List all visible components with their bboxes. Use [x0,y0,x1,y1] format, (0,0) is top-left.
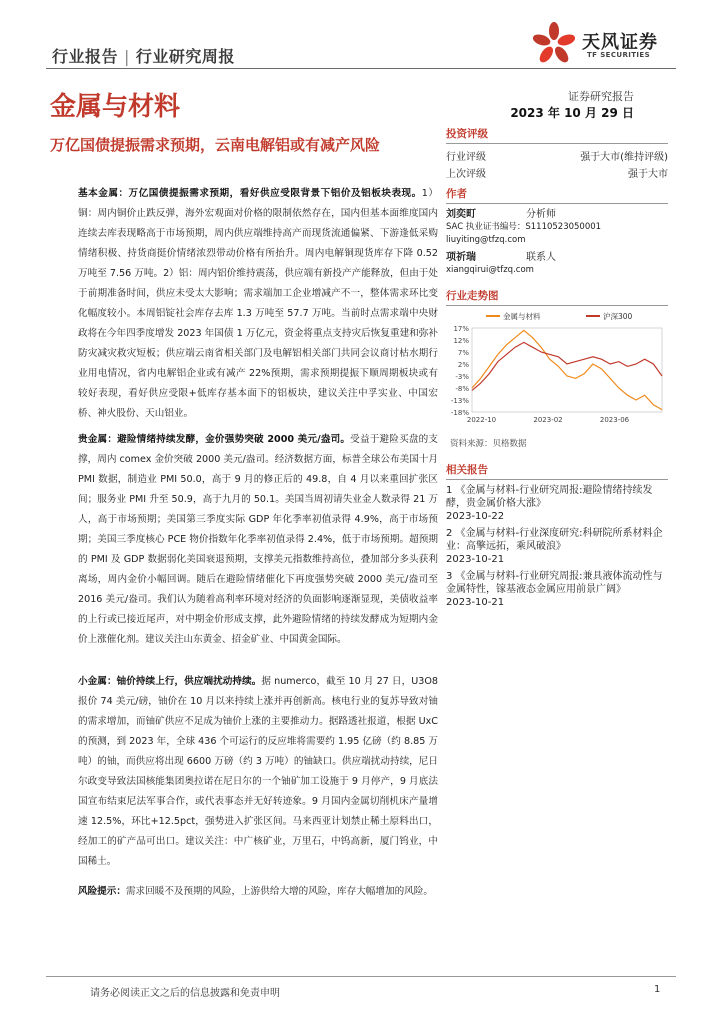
precious-metal-section [78,430,438,650]
related-date: 2023-10-21 [446,554,505,565]
related-title[interactable]: 2 《金属与材料-行业深度研究:科研院所系材料企业：高擎远拓，乘风破浪》 [446,528,663,552]
risk-section [78,882,438,902]
author-name: 项祈瑞 [446,252,476,263]
chart-source: 资料来源：贝格数据 [450,439,527,449]
minor-metal-section [78,672,438,872]
rating-block [446,126,668,180]
trend-chart [446,306,668,436]
author-cert: SAC 执业证书编号：S1110523050001 [446,222,602,232]
author-name: 刘奕町 [446,209,476,220]
sector-title: 金属与材料 [50,92,181,122]
related-title[interactable]: 1 《金属与材料-行业研究周报:避险情绪持续发酵，贵金属价格大涨》 [446,485,653,509]
related-item[interactable] [446,570,668,609]
related-item[interactable] [446,527,668,566]
related-block [446,462,668,609]
subcategory-label: 行业研究周报 [135,47,235,66]
base-metal-text: 1）铜：周内铜价止跌反弹，海外宏观面对价格的限制依然存在，国内但基本面维度国内连续去库表现略高于市场预期，周内供应端维持高产而现货流通偏紧、下游逢低采购情绪积极、持货商挺价情绪浓烈带动价格有所抬升。周内电解铜现货库存下降 0.52 万吨至 7.56 万吨。2）铝：周内铝价维持震荡，供应端有新投产产能释放，但由于处于前期准备时间，供应未受太大影响；需求端加工企业增减产不一，整体需求环比变化幅度较小。本周铝锭社会库存去库 1.3 万吨至 57.7 万吨。当前时点需求端中央财政将在今年四季度增发 2023 年国债 1 万亿元，资金将重点支持灾后恢复重建和弥补防灾减灾救灾短板；供应端云南省相关部门及电解铝相关部门共同会议商讨枯水期行业用电情况，省内电解铝企业或有减产 22%预期，需求预期提振下顺周期板块或有较好表现，看好供应受限+低库存基本面下的铝板块，建议关注中孚实业、中国宏桥、神火股份、天山铝业。 [78,188,438,419]
y-tick-label: -18% [450,409,469,417]
category-label: 行业报告 [52,47,119,66]
precious-metal-text: 受益于避险买盘的支撑，周内 comex 金价突破 2000 美元/盎司。经济数据方面，标普全球公布美国十月 PMI 数据，制造业 PMI 50.0，高于 9 月的修正后的 49.8，自 4 月以来重回扩张区间；服务业 PMI 升至 50.9，高于九月的 50.1。美国当周初请失业金人数录得 21 万人，高于市场预期；美国第三季度实际 GDP 年化季率初值录得 4.9%，高于市场预期；美国三季度核心 PCE 物价指数年化季率初值录得 2.4%，低于市场预期。超预期的 PMI 及 GDP 数据弱化美国衰退预期，支撑美元指数维持高位，叠加部分多头获利离场，周内金价小幅回调。随后在避险情绪催化下再度强势突破 2000 美元/盎司至 2016 美元/盎司。我们认为随着高利率环境对经济的负面影响逐渐显现，美债收益率的上行或已接近尾声，对中期金价形成支撑，此外避险情绪的持续发酵成为短期内金价上涨催化剂。建议关注山东黄金、招金矿业、中国黄金国际。 [78,434,439,645]
headline: 万亿国债提振需求预期，云南电解铝或有减产风险 [50,136,381,154]
author-role: 联系人 [526,252,556,263]
report-category: 行业报告 | 行业研究周报 [52,47,235,66]
related-heading: 相关报告 [446,462,668,480]
industry-rating-row [446,148,668,163]
header-divider [46,68,676,69]
y-tick-label: -8% [455,385,469,393]
author-email: liuyiting@tfzq.com [446,235,526,245]
industry-rating-value: 强于大市(维持评级) [580,152,668,163]
legend-label: 金属与材料 [503,312,541,321]
precious-metal-label: 贵金属：避险情绪持续发酵，金价强势突破 2000 美元/盎司。 [78,434,351,445]
author-entry [446,208,668,247]
risk-label: 风险提示： [78,886,126,897]
x-tick-label: 2022-10 [466,416,497,424]
y-tick-label: 7% [457,349,469,357]
prev-rating-row [446,165,668,180]
prev-rating-label: 上次评级 [446,169,486,180]
base-metal-section [78,184,438,424]
page-number: 1 [654,984,661,995]
series-line-0 [472,330,662,409]
y-tick-label: -13% [450,397,469,405]
base-metal-label: 基本金属：万亿国债提振需求预期，看好供应受限背景下铝价及铝板块表现。 [78,188,422,199]
y-tick-label: 12% [453,337,469,345]
authors-block [446,186,668,277]
risk-text: 需求回暖不及预期的风险，上游供给大增的风险，库存大幅增加的风险。 [125,886,433,897]
trend-heading-wrap [446,288,668,306]
footer-disclaimer: 请务必阅读正文之后的信息披露和免责申明 [90,988,280,999]
prev-rating-value: 强于大市 [628,169,668,180]
related-title[interactable]: 3 《金属与材料-行业研究周报:兼具液体流动性与金属特性，镓基液态金属应用前景广阔》 [446,571,663,595]
y-tick-label: -3% [455,373,469,381]
related-date: 2023-10-22 [446,511,505,522]
author-entry [446,251,668,277]
trend-chart-svg [446,306,668,436]
chart-frame [472,328,662,412]
related-date: 2023-10-21 [446,597,505,608]
y-tick-label: 2% [457,361,469,369]
report-date: 2023 年 10 月 29 日 [510,106,634,120]
logo-flower-icon [530,18,578,66]
author-email: xiangqirui@tfzq.com [446,265,534,275]
report-type: 证券研究报告 [568,90,634,103]
minor-metal-label: 小金属：铀价持续上行，供应端扰动持续。 [78,676,262,687]
related-item[interactable] [446,484,668,523]
x-tick-label: 2023-02 [533,416,563,424]
x-tick-label: 2023-06 [599,416,630,424]
legend-label: 沪深300 [603,312,633,321]
brand-logo [530,18,680,68]
trend-heading: 行业走势图 [446,288,668,306]
rating-heading: 投资评级 [446,126,668,144]
industry-rating-label: 行业评级 [446,152,486,163]
brand-subtitle: TF SECURITIES [587,51,651,59]
authors-heading: 作者 [446,186,668,204]
minor-metal-text: 据 numerco，截至 10 月 27 日，U3O8 报价 74 美元/磅，铀价在 10 月以来持续上涨并再创新高。核电行业的复苏导致对铀的需求增加，而铀矿供应不足成为铀价上涨的主要推动力。据路透社报道，根据 UxC 的预测，到 2023 年，全球 436 个可运行的反应堆将需要约 1.95 亿磅（约 8.85 万吨）的铀，而供应将出现 6600 万磅（约 3 万吨）的铀缺口。供应端扰动持续，尼日尔政变导致法国核能集团奥拉诺在尼日尔的一个铀矿加工设施于 9 月停产，9 月底法国宣布结束尼法军事合作，或代表事态并无好转迹象。9 月国内金属切削机床产量增速 12.5%，环比+12.5pct，强势进入扩张区间。马来西亚计划禁止稀土原料出口，经加工的矿产品可出口。建议关注：中广核矿业，万里石，中钨高新，厦门钨业，中国稀土。 [78,676,439,867]
brand-name: 天风证券 [582,32,658,53]
footer-divider [46,976,676,977]
author-role: 分析师 [526,209,556,220]
y-tick-label: 17% [453,325,469,333]
series-line-1 [472,342,662,390]
